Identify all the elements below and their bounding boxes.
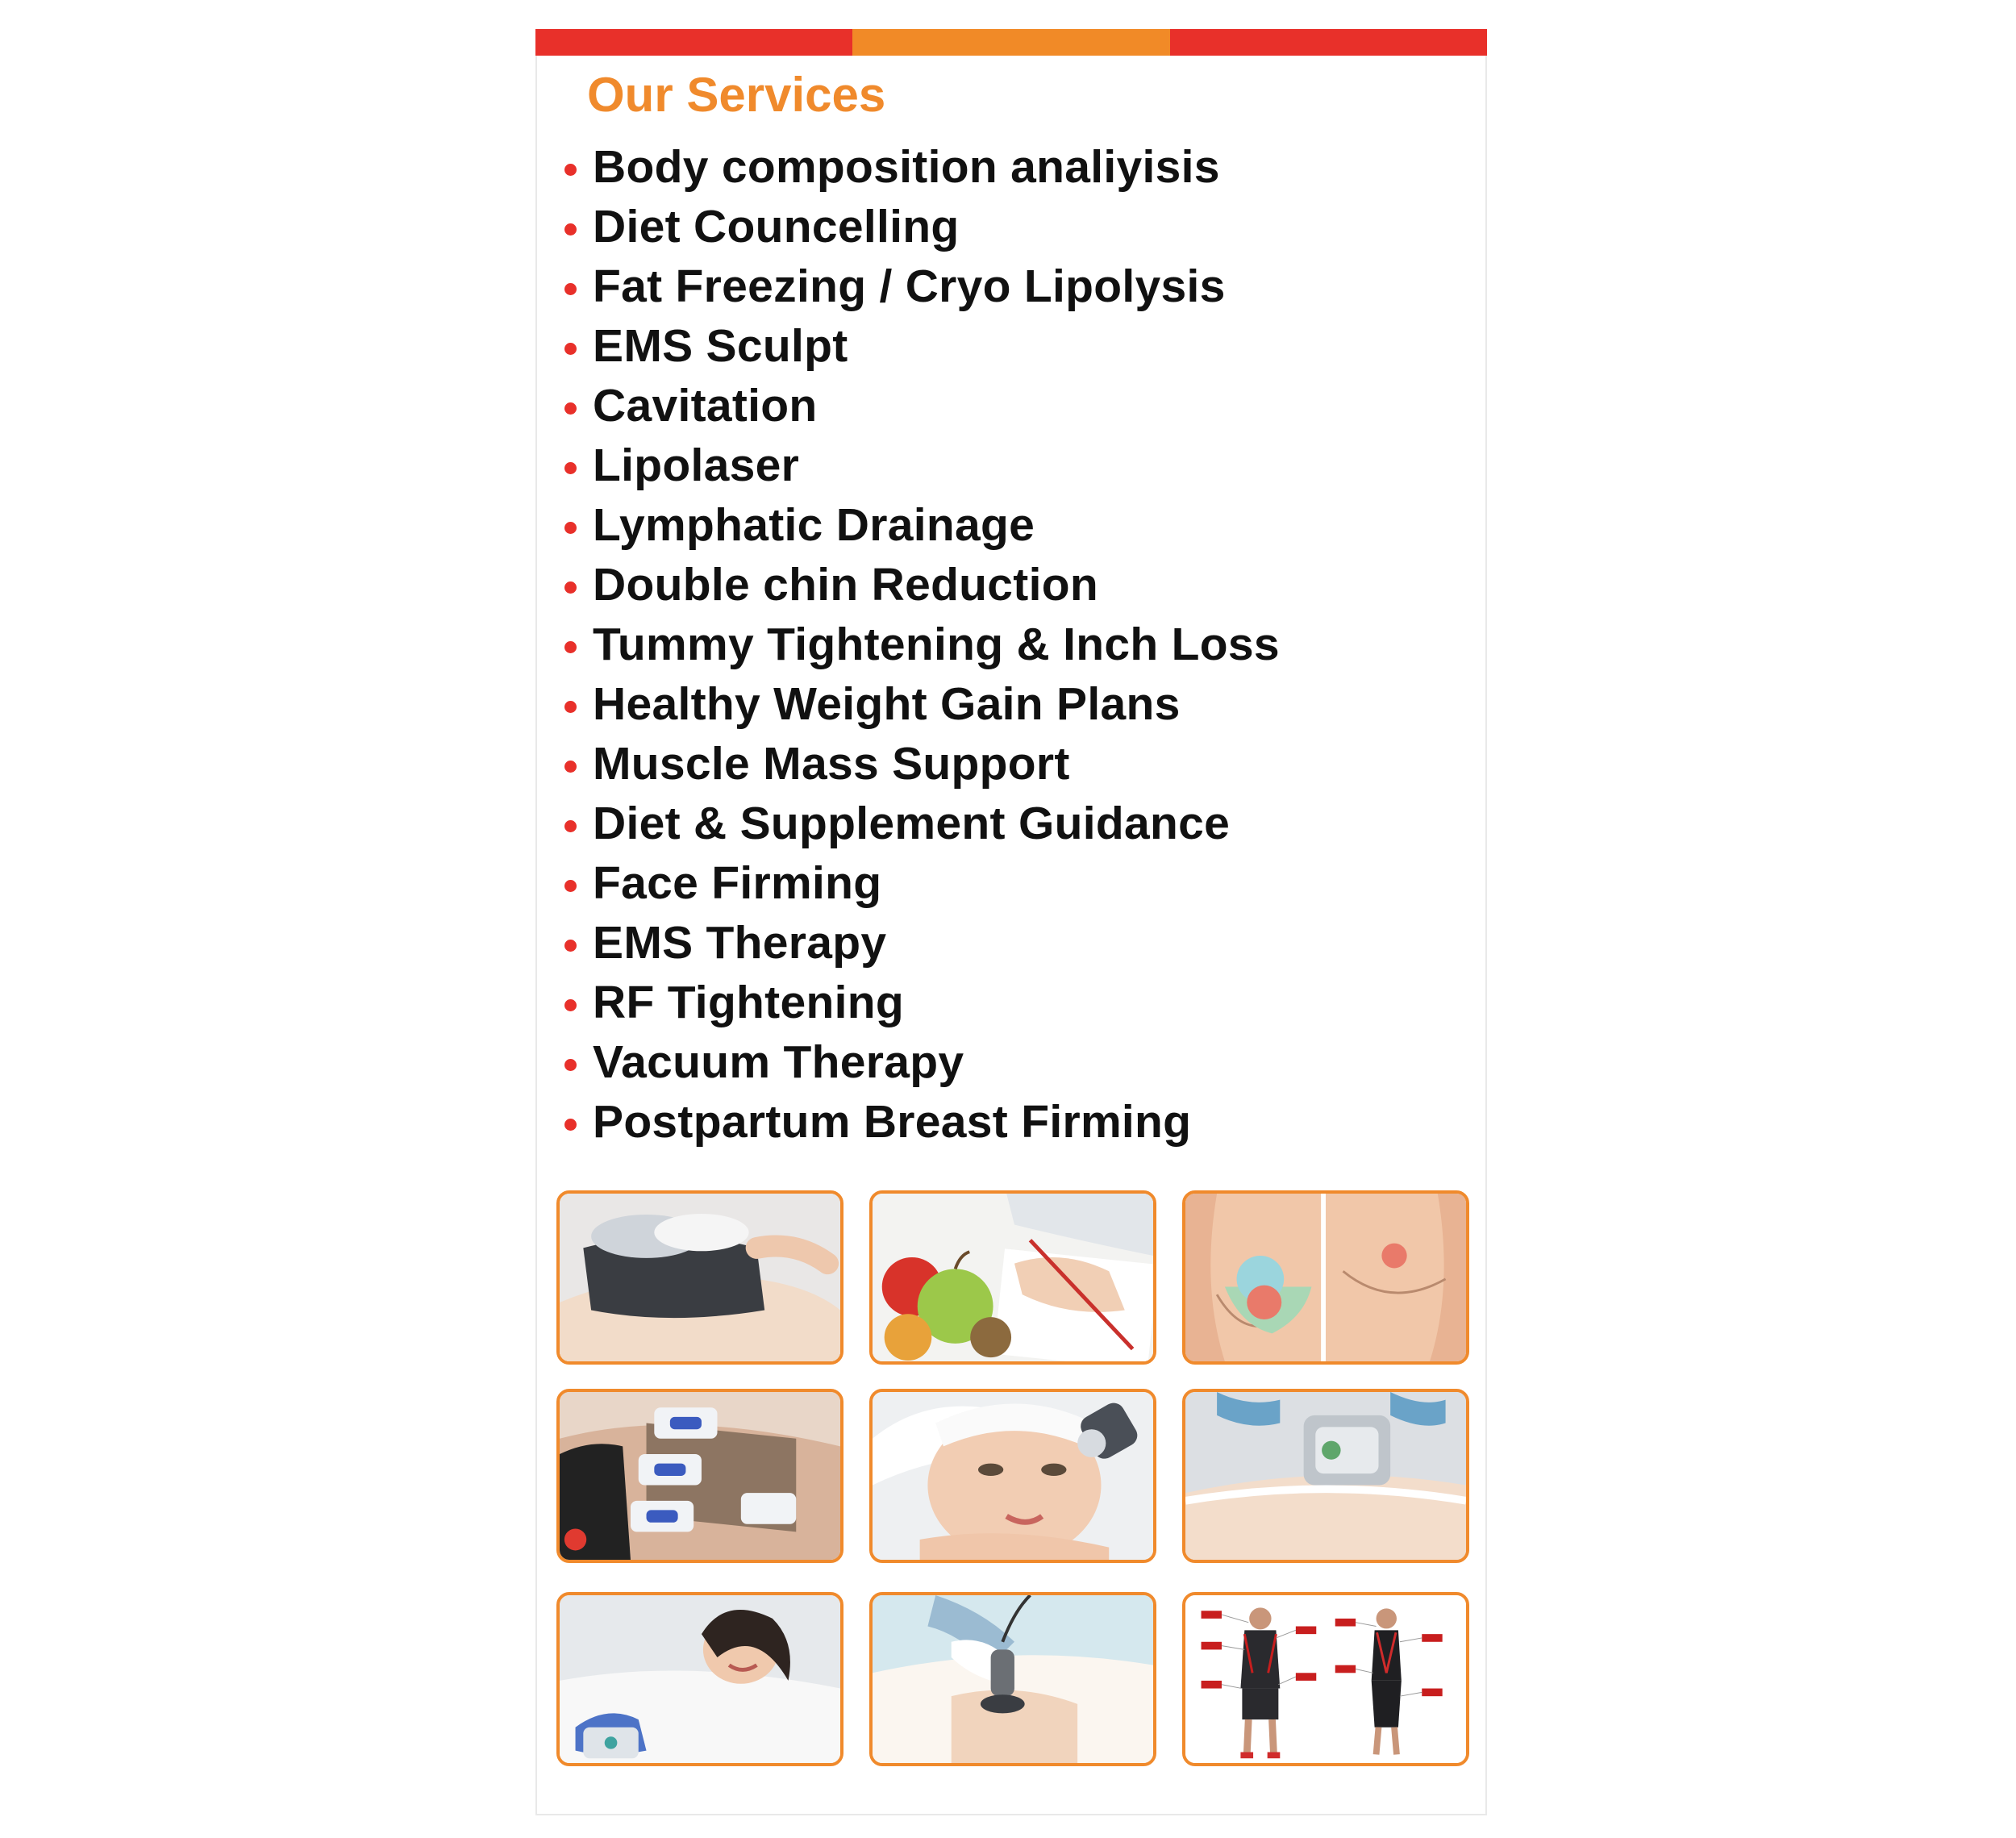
service-item: [564, 316, 1280, 376]
service-label: Vacuum Therapy: [593, 1036, 964, 1088]
service-label: Healthy Weight Gain Plans: [593, 678, 1181, 730]
bullet-dot-icon: [564, 1119, 577, 1131]
service-item: [564, 1092, 1280, 1152]
bullet-dot-icon: [564, 880, 577, 892]
service-item: [564, 376, 1280, 436]
top-color-bar: [535, 29, 1487, 56]
bullet-dot-icon: [564, 820, 577, 832]
service-item: [564, 436, 1280, 495]
services-title: Our Services: [587, 68, 886, 122]
service-item: [564, 674, 1280, 734]
service-label: Postpartum Breast Firming: [593, 1096, 1192, 1148]
service-item: [564, 555, 1280, 615]
service-label: Body composition analiyisis: [593, 141, 1220, 193]
smiling-client-treatment-photo: [556, 1592, 843, 1766]
service-item: [564, 973, 1280, 1032]
bullet-dot-icon: [564, 462, 577, 474]
service-label: Tummy Tightening & Inch Loss: [593, 619, 1280, 670]
service-item: [564, 256, 1280, 316]
service-label: Double chin Reduction: [593, 559, 1098, 611]
face-rf-treatment-photo: [869, 1389, 1156, 1563]
bullet-dot-icon: [564, 761, 577, 773]
service-label: Fat Freezing / Cryo Lipolysis: [593, 260, 1226, 312]
service-item: [564, 615, 1280, 674]
belt-device-on-abdomen-photo: [556, 1190, 843, 1365]
bullet-dot-icon: [564, 164, 577, 176]
service-item: [564, 1032, 1280, 1092]
bullet-dot-icon: [564, 999, 577, 1011]
service-label: Diet & Supplement Guidance: [593, 798, 1231, 849]
services-list: [564, 137, 1280, 1152]
service-label: Diet Councelling: [593, 201, 960, 252]
top-bar-red-left: [535, 29, 852, 56]
cavitation-device-photo: [869, 1592, 1156, 1766]
service-item: [564, 853, 1280, 913]
service-item: [564, 913, 1280, 973]
services-card: [535, 29, 1487, 1815]
bullet-dot-icon: [564, 283, 577, 295]
service-label: Lymphatic Drainage: [593, 499, 1035, 551]
bullet-dot-icon: [564, 940, 577, 952]
service-label: Face Firming: [593, 857, 882, 909]
diet-counselling-fruits-photo: [869, 1190, 1156, 1365]
bullet-dot-icon: [564, 343, 577, 355]
service-item: [564, 137, 1280, 197]
breast-firming-illustration: [1182, 1190, 1469, 1365]
service-label: Cavitation: [593, 380, 818, 431]
service-item: [564, 495, 1280, 555]
bullet-dot-icon: [564, 522, 577, 534]
top-bar-red-right: [1170, 29, 1487, 56]
bullet-dot-icon: [564, 581, 577, 594]
lipolaser-pads-photo: [556, 1389, 843, 1563]
service-label: Lipolaser: [593, 440, 800, 491]
cryo-device-on-abdomen-photo: [1182, 1389, 1469, 1563]
bullet-dot-icon: [564, 641, 577, 653]
bullet-dot-icon: [564, 1059, 577, 1071]
body-composition-figures-photo: [1182, 1592, 1469, 1766]
bullet-dot-icon: [564, 701, 577, 713]
service-item: [564, 734, 1280, 794]
service-label: EMS Sculpt: [593, 320, 848, 372]
top-bar-orange: [852, 29, 1169, 56]
service-item: [564, 794, 1280, 853]
service-label: Muscle Mass Support: [593, 738, 1070, 790]
bullet-dot-icon: [564, 402, 577, 415]
service-label: RF Tightening: [593, 977, 904, 1028]
bullet-dot-icon: [564, 223, 577, 235]
service-item: [564, 197, 1280, 256]
service-label: EMS Therapy: [593, 917, 887, 969]
